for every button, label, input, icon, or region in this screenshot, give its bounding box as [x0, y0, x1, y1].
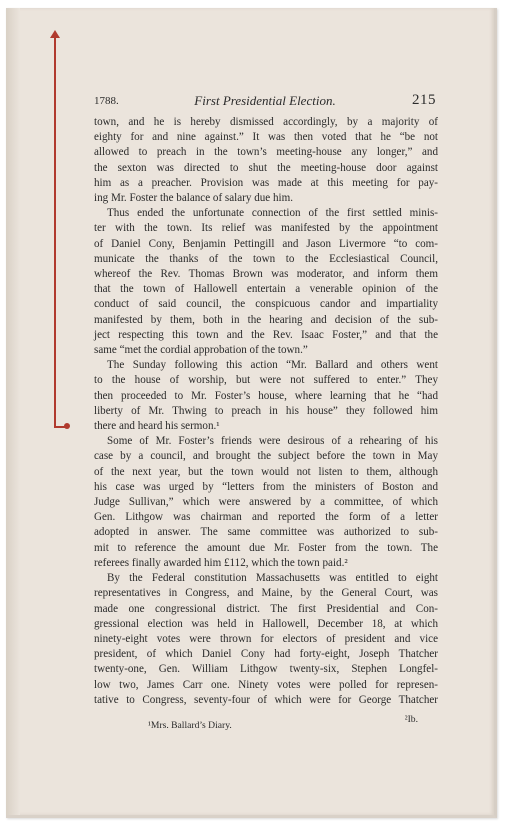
text-line: ing Mr. Foster the balance of salary due him.	[94, 192, 294, 205]
page-gutter	[6, 8, 20, 815]
text-line: ninety-eight votes were thrown for electors of president and vice	[94, 632, 438, 645]
text-line: low two, James Carr one. Ninety votes were polled for represen-	[94, 678, 438, 691]
text-line: twenty-one, Gen. William Lithgow twenty-six, Stephen Longfel-	[94, 663, 438, 676]
text-line: manifested by them, both in the hearing and decision of the sub-	[94, 313, 438, 326]
text-line: of Daniel Cony, Benjamin Pettingill and Jason Livermore “to com-	[94, 237, 438, 250]
text-line: town, and he is hereby dismissed accordingly, by a majority of	[94, 116, 438, 128]
footnote-2: ²Ib.	[404, 714, 418, 725]
book-page	[6, 8, 497, 818]
text-line: president, of which Daniel Cony had forty-eight, Joseph Thatcher	[94, 648, 438, 661]
text-line: allowed to preach in the town’s meeting-house any longer,” and	[94, 146, 438, 159]
text-line: Gen. Lithgow was chairman and reported the form of a letter	[94, 511, 438, 524]
text-line: that the town of Hallowell entertain a venerable opinion of the	[94, 283, 438, 296]
text-line: Thus ended the unfortunate connection of the first settled minis-	[107, 207, 438, 220]
text-line: whereof the Rev. Thomas Brown was moderator, and inform them	[94, 268, 438, 281]
text-line: The Sunday following this action “Mr. Ballard and others went	[107, 359, 438, 372]
text-line: the sexton was directed to shut the meeting-house door against	[94, 161, 438, 174]
annotation-marker-dot	[64, 423, 70, 429]
text-line: eighty for and nine against.” It was then voted that he “be not	[94, 131, 438, 144]
text-line: liberty of Mr. Thwing to preach in his house” they followed him	[94, 404, 438, 417]
text-line: representatives in Congress, and Maine, by the General Court, was	[94, 587, 438, 600]
header-year: 1788.	[94, 95, 119, 107]
text-line: gressional election was held in Hallowell, December 18, at which	[94, 617, 438, 630]
text-line: municate the thanks of the town to the Ecclesiastical Council,	[94, 252, 438, 265]
text-line: adopted in answer. The same committee was authorized to sub-	[94, 526, 438, 539]
annotation-bracket-line	[54, 36, 56, 427]
text-line: same “met the cordial approbation of the town.”	[94, 344, 308, 357]
text-line: then proceeded to Mr. Foster’s house, where learning that he “had	[94, 389, 438, 402]
text-line: made one congressional district. The first Presidential and Con-	[94, 602, 438, 615]
header-title: First Presidential Election.	[194, 93, 336, 108]
page-number: 215	[412, 92, 436, 108]
text-line: referees finally awarded him £112, which the town paid.²	[94, 556, 348, 569]
text-line: ject respecting this town and the Rev. Isaac Foster,” and that the	[94, 328, 438, 341]
running-header	[94, 92, 436, 112]
text-line: to the house of worship, but were not suffered to enter.” They	[94, 374, 438, 387]
footnotes	[124, 714, 426, 730]
text-line: Judge Sullivan,” which were answered by a committee, of which	[94, 496, 438, 509]
text-line: mit to reference the amount due Mr. Foster from the town. The	[94, 541, 438, 554]
body-text	[94, 115, 438, 708]
footnote-1: ¹Mrs. Ballard’s Diary.	[148, 720, 232, 731]
text-line: case by a council, and brought the subject before the town in May	[94, 450, 438, 463]
text-line: there and heard his sermon.¹	[94, 420, 220, 433]
text-line: By the Federal constitution Massachusetts was entitled to eight	[107, 572, 438, 585]
text-line: him as a preacher. Provision was made at this meeting for pay-	[94, 176, 438, 189]
text-line: tative to Congress, seventy-four of which were for George Thatcher	[94, 693, 438, 706]
text-line: his case was urged by “letters from the ministers of Boston and	[94, 480, 438, 493]
text-line: Some of Mr. Foster’s friends were desirous of a rehearing of his	[107, 435, 438, 448]
text-line: of the next year, but the town would not listen to them, although	[94, 465, 438, 478]
text-line: ter with the town. Its relief was manifested by the appointment	[94, 222, 438, 235]
text-line: conduct of said council, the conspicuous candor and impartiality	[94, 298, 438, 311]
